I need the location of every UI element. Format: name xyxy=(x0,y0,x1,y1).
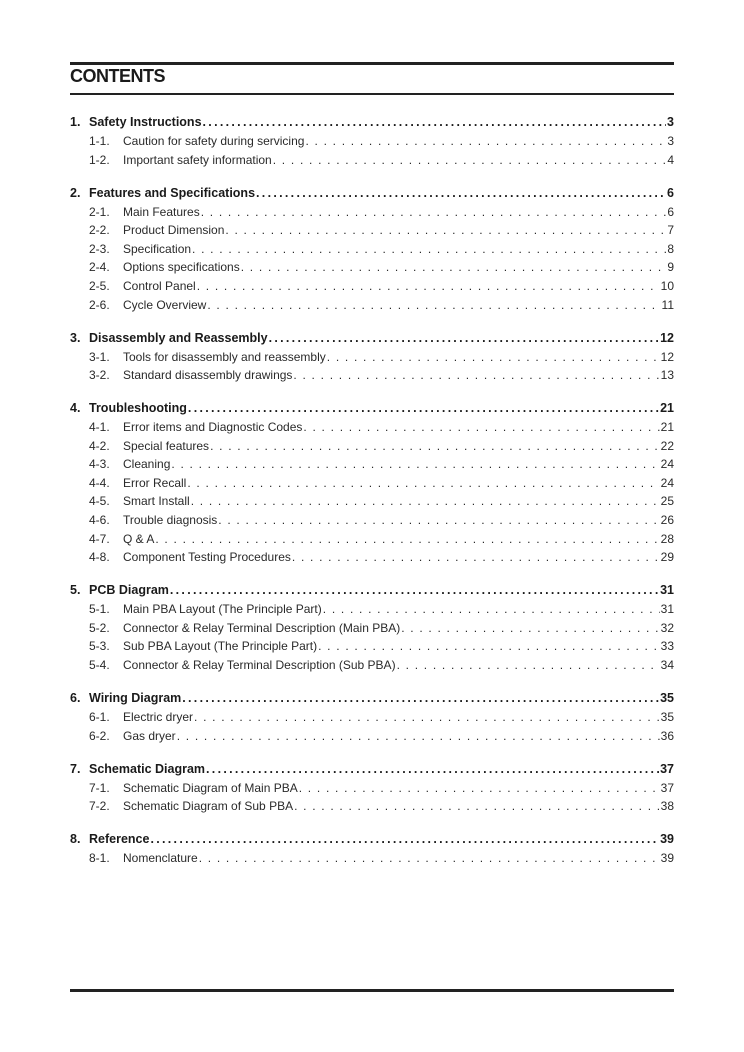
dot-leader xyxy=(318,639,660,653)
toc-subentry-label: Gas dryer xyxy=(123,728,176,743)
toc-subentry-number: 7-1. xyxy=(89,780,110,795)
dot-leader xyxy=(150,832,659,846)
toc-subentry[interactable] xyxy=(70,621,674,640)
dot-leader xyxy=(225,223,666,237)
toc-subentry-label: Schematic Diagram of Main PBA xyxy=(123,780,298,795)
dot-leader xyxy=(177,729,660,743)
toc-subentry-number: 4-1. xyxy=(89,420,110,435)
dot-leader xyxy=(305,134,666,148)
toc-subentry-label: Standard disassembly drawings xyxy=(123,368,293,383)
toc-subentry-page: 26 xyxy=(660,513,674,528)
toc-entry[interactable] xyxy=(70,691,674,710)
toc-subentry[interactable] xyxy=(70,439,674,458)
toc-entry[interactable] xyxy=(70,832,674,851)
toc-subentry-page: 36 xyxy=(660,728,674,743)
toc-subentry[interactable] xyxy=(70,513,674,532)
dot-leader xyxy=(207,298,660,312)
toc-subentry-label: Nomenclature xyxy=(123,851,198,866)
toc-subentry-number: 2-4. xyxy=(89,260,110,275)
toc-subentry-label: Trouble diagnosis xyxy=(123,513,218,528)
dot-leader xyxy=(155,532,659,546)
toc-entry-number: 2. xyxy=(70,185,81,200)
toc-subentry-page: 31 xyxy=(660,602,674,617)
toc-subentry[interactable] xyxy=(70,639,674,658)
toc-subentry[interactable] xyxy=(70,260,674,279)
toc-subentry-label: Control Panel xyxy=(123,278,196,293)
toc-subentry-number: 3-2. xyxy=(89,368,110,383)
dot-leader xyxy=(206,762,659,776)
toc-subentry[interactable] xyxy=(70,205,674,224)
dot-leader xyxy=(199,851,660,865)
toc-entry-page: 35 xyxy=(660,691,674,706)
toc-subentry-number: 5-3. xyxy=(89,639,110,654)
toc-subentry-label: Connector & Relay Terminal Description (Main PBA) xyxy=(123,620,401,635)
toc-subentry-number: 2-3. xyxy=(89,241,110,256)
toc-subentry[interactable] xyxy=(70,350,674,369)
toc-subentry-label: Special features xyxy=(123,438,210,453)
toc-subentry-label: Smart Install xyxy=(123,494,190,509)
toc-subentry-number: 5-1. xyxy=(89,602,110,617)
toc-subentry-page: 9 xyxy=(667,260,674,275)
dot-leader xyxy=(294,799,660,813)
toc-subentry-number: 7-2. xyxy=(89,799,110,814)
toc-subentry-number: 1-2. xyxy=(89,152,110,167)
toc-subentry[interactable] xyxy=(70,494,674,513)
dot-leader xyxy=(269,331,660,345)
toc-subentry-page: 3 xyxy=(667,134,674,148)
toc-subentry[interactable] xyxy=(70,532,674,551)
toc-subentry-page: 29 xyxy=(660,550,674,565)
toc-entry[interactable] xyxy=(70,331,674,350)
toc-subentry-page: 24 xyxy=(660,457,674,472)
toc-subentry-page: 38 xyxy=(660,799,674,814)
toc-subentry-label: Connector & Relay Terminal Description (Sub PBA) xyxy=(123,658,396,673)
toc-subentry-label: Q & A xyxy=(123,531,155,546)
toc-entry-page: 39 xyxy=(660,832,674,847)
toc-subentry[interactable] xyxy=(70,781,674,800)
toc-subentry-page: 11 xyxy=(661,297,674,312)
toc-subentry-label: Specification xyxy=(123,241,192,256)
toc-subentry-page: 33 xyxy=(660,639,674,654)
toc-subentry-page: 22 xyxy=(660,438,674,453)
toc-entry-number: 8. xyxy=(70,832,81,847)
toc-subentry-page: 28 xyxy=(660,531,674,546)
toc-entry-number: 1. xyxy=(70,115,81,129)
dot-leader xyxy=(323,602,660,616)
toc-subentry-label: Main Features xyxy=(123,204,200,219)
toc-subentry-page: 6 xyxy=(667,204,674,219)
toc-subentry[interactable] xyxy=(70,710,674,729)
dot-leader xyxy=(192,242,666,256)
toc-entry-label: PCB Diagram xyxy=(89,583,169,598)
toc-subentry-page: 37 xyxy=(660,780,674,795)
dot-leader xyxy=(327,350,660,364)
toc-subentry-page: 35 xyxy=(660,710,674,725)
toc-subentry[interactable] xyxy=(70,851,674,870)
toc-subentry-page: 12 xyxy=(660,349,674,364)
dot-leader xyxy=(188,401,659,415)
toc-subentry-number: 2-5. xyxy=(89,278,110,293)
toc-section xyxy=(70,401,674,569)
toc-subentry[interactable] xyxy=(70,476,674,495)
toc-subentry-label: Component Testing Procedures xyxy=(123,550,291,565)
toc-subentry-page: 13 xyxy=(660,368,674,383)
toc-entry-page: 37 xyxy=(660,761,674,776)
toc-subentry-label: Main PBA Layout (The Principle Part) xyxy=(123,602,322,617)
toc-subentry[interactable] xyxy=(70,279,674,298)
toc-subentry-number: 4-2. xyxy=(89,438,110,453)
toc-entry-number: 7. xyxy=(70,761,81,776)
toc-subentry-number: 1-1. xyxy=(89,134,110,148)
toc-entry[interactable] xyxy=(70,186,674,205)
toc-subentry-number: 2-1. xyxy=(89,204,110,219)
toc-entry-label: Troubleshooting xyxy=(89,401,187,416)
toc-entry-number: 4. xyxy=(70,401,81,416)
toc-subentry[interactable] xyxy=(70,420,674,439)
toc-subentry-number: 6-2. xyxy=(89,728,110,743)
dot-leader xyxy=(201,205,667,219)
toc-subentry-label: Important safety information xyxy=(123,152,272,167)
toc-subentry-number: 4-3. xyxy=(89,457,110,472)
toc-section xyxy=(70,583,674,676)
toc-section xyxy=(70,115,674,171)
toc-subentry-label: Product Dimension xyxy=(123,223,225,238)
toc-subentry-number: 2-2. xyxy=(89,223,110,238)
toc-subentry-label: Error Recall xyxy=(123,475,187,490)
toc-subentry[interactable] xyxy=(70,368,674,387)
toc-subentry-label: Tools for disassembly and reassembly xyxy=(123,349,326,364)
toc-subentry[interactable] xyxy=(70,602,674,621)
dot-leader xyxy=(241,260,667,274)
toc-subentry[interactable] xyxy=(70,298,674,317)
toc-subentry-number: 4-5. xyxy=(89,494,110,509)
toc-subentry-page: 25 xyxy=(660,494,674,509)
dot-leader xyxy=(194,710,660,724)
dot-leader xyxy=(299,781,660,795)
toc-subentry[interactable] xyxy=(70,153,674,172)
toc-entry-page: 31 xyxy=(660,583,674,598)
toc-subentry-number: 4-7. xyxy=(89,531,110,546)
toc-subentry-number: 4-6. xyxy=(89,513,110,528)
dot-leader xyxy=(210,439,660,453)
toc-subentry[interactable] xyxy=(70,457,674,476)
toc-section xyxy=(70,691,674,747)
toc-subentry-page: 34 xyxy=(660,658,674,673)
toc-subentry[interactable] xyxy=(70,799,674,818)
toc-subentry-label: Sub PBA Layout (The Principle Part) xyxy=(123,639,318,654)
toc-section xyxy=(70,762,674,818)
toc-subentry-page: 10 xyxy=(660,278,674,293)
dot-leader xyxy=(203,115,667,129)
dot-leader xyxy=(170,583,659,597)
toc-entry-page: 12 xyxy=(660,330,674,345)
toc-section xyxy=(70,832,674,870)
toc-subentry[interactable] xyxy=(70,223,674,242)
toc-section xyxy=(70,331,674,387)
footer-rule xyxy=(70,989,674,992)
toc-subentry-page: 32 xyxy=(660,620,674,635)
toc-subentry-page: 21 xyxy=(660,420,674,435)
toc-section xyxy=(70,186,674,317)
toc-entry-label: Wiring Diagram xyxy=(89,691,182,706)
toc-entry-label: Reference xyxy=(89,832,150,847)
toc-entry-label: Schematic Diagram xyxy=(89,761,206,776)
toc-subentry[interactable] xyxy=(70,550,674,569)
toc-entry[interactable] xyxy=(70,762,674,781)
dot-leader xyxy=(182,691,659,705)
dot-leader xyxy=(191,494,660,508)
toc-subentry[interactable] xyxy=(70,134,674,153)
dot-leader xyxy=(187,476,659,490)
toc-subentry-number: 8-1. xyxy=(89,851,110,866)
toc-subentry[interactable] xyxy=(70,658,674,677)
toc-subentry[interactable] xyxy=(70,242,674,261)
toc-entry-page: 6 xyxy=(667,185,674,200)
toc-subentry-label: Options specifications xyxy=(123,260,240,275)
dot-leader xyxy=(256,186,666,200)
dot-leader xyxy=(171,457,659,471)
toc-subentry-page: 39 xyxy=(660,851,674,866)
toc-subentry-number: 6-1. xyxy=(89,710,110,725)
toc-subentry-number: 3-1. xyxy=(89,349,110,364)
toc-entry[interactable] xyxy=(70,115,674,134)
dot-leader xyxy=(218,513,659,527)
dot-leader xyxy=(303,420,659,434)
toc-entry[interactable] xyxy=(70,583,674,602)
dot-leader xyxy=(293,368,659,382)
toc-subentry-number: 2-6. xyxy=(89,297,110,312)
toc-subentry-label: Electric dryer xyxy=(123,710,194,725)
toc-entry-label: Disassembly and Reassembly xyxy=(89,330,268,345)
toc-subentry-page: 8 xyxy=(667,241,674,256)
toc-subentry-number: 5-4. xyxy=(89,658,110,673)
toc-subentry-page: 7 xyxy=(667,223,674,238)
toc-entry[interactable] xyxy=(70,401,674,420)
header-rule-bottom xyxy=(70,93,674,95)
dot-leader xyxy=(397,658,660,672)
toc-subentry-number: 4-4. xyxy=(89,475,110,490)
toc-subentry-number: 4-8. xyxy=(89,550,110,565)
toc-subentry-page: 4 xyxy=(667,152,674,167)
toc-entry-number: 5. xyxy=(70,583,81,598)
toc-subentry-label: Schematic Diagram of Sub PBA xyxy=(123,799,294,814)
dot-leader xyxy=(273,153,667,167)
dot-leader xyxy=(401,621,659,635)
toc-entry-page: 3 xyxy=(667,115,674,129)
toc-entry-number: 3. xyxy=(70,330,81,345)
toc-subentry-label: Caution for safety during servicing xyxy=(123,134,305,148)
toc-entry-number: 6. xyxy=(70,691,81,706)
toc-entry-page: 21 xyxy=(660,401,674,416)
dot-leader xyxy=(197,279,660,293)
toc-entry-label: Features and Specifications xyxy=(89,185,256,200)
toc-subentry[interactable] xyxy=(70,729,674,748)
toc-subentry-label: Error items and Diagnostic Codes xyxy=(123,420,303,435)
toc-subentry-number: 5-2. xyxy=(89,620,110,635)
page-title: CONTENTS xyxy=(70,66,165,86)
toc-subentry-page: 24 xyxy=(660,475,674,490)
header-rule-top xyxy=(70,62,674,65)
toc-entry-label: Safety Instructions xyxy=(89,115,202,129)
table-of-contents xyxy=(70,115,674,884)
dot-leader xyxy=(292,550,660,564)
toc-subentry-label: Cleaning xyxy=(123,457,171,472)
toc-subentry-label: Cycle Overview xyxy=(123,297,207,312)
